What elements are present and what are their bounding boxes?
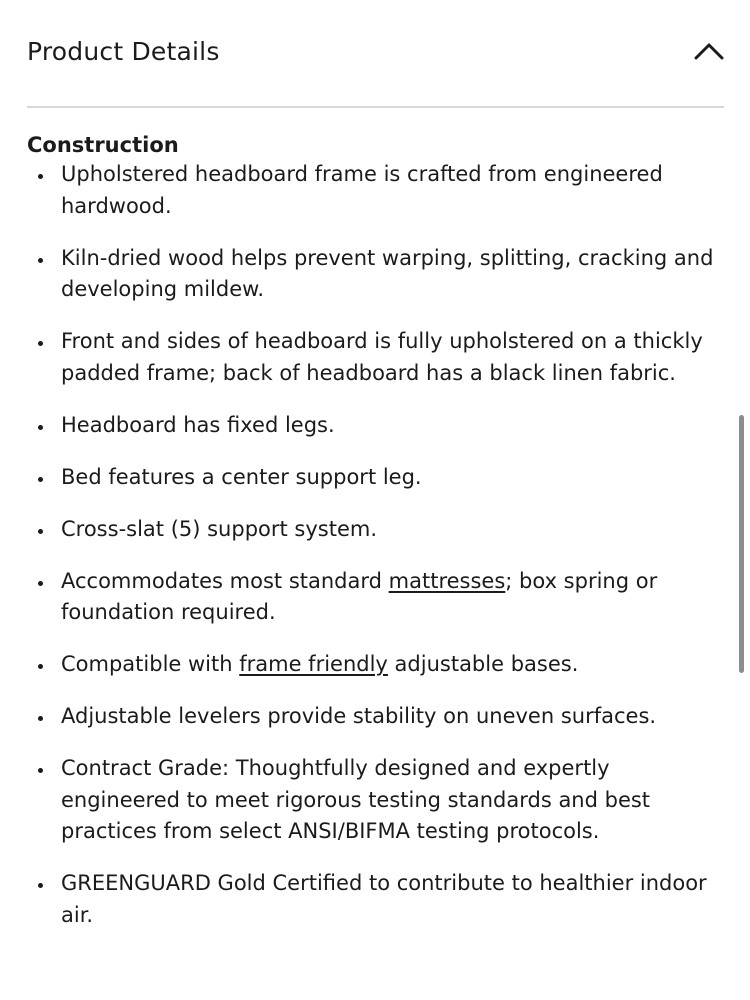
list-item [27,566,717,629]
scrollbar-thumb[interactable] [739,415,744,673]
bullet-icon [38,258,43,263]
bullet-icon [38,477,43,482]
construction-list [27,159,717,931]
bullet-icon [38,581,43,586]
product-details-toggle[interactable] [27,0,725,106]
bullet-icon [38,529,43,534]
list-item [27,243,717,306]
bullet-icon [38,768,43,773]
section-divider [27,106,724,108]
list-item-text: Headboard has fixed legs. [61,412,335,437]
construction-heading: Construction [27,133,179,157]
list-item [27,159,717,222]
bullet-icon [38,174,43,179]
frame-friendly-link[interactable]: frame friendly [239,652,388,676]
bullet-icon [38,716,43,721]
bullet-icon [38,883,43,888]
list-item [27,514,717,546]
list-item-text: Adjustable levelers provide stability on uneven surfaces. [61,704,657,728]
product-details-content [27,131,717,952]
list-item-text-before: Compatible with [61,652,240,676]
list-item [27,462,717,494]
bullet-icon [38,341,43,346]
list-item-text: Front and sides of headboard is fully upholstered on a thickly padded frame; back of headboard has a black linen fabric. [61,329,703,385]
list-item-text: Contract Grade: Thoughtfully designed and expertly engineered to meet rigorous testing standards and best practices from select ANSI/BIFMA testing protocols. [61,756,651,843]
list-item-text: Cross-slat (5) support system. [61,516,378,541]
list-item-text-after: ; box spring or foundation required. [61,568,658,624]
list-item [27,868,717,931]
list-item [27,410,717,442]
section-title: Product Details [27,36,220,66]
list-item [27,326,717,389]
list-item-text: GREENGUARD Gold Certified to contribute to healthier indoor air. [61,871,707,927]
bullet-icon [38,425,43,430]
list-item-text: Bed features a center support leg. [61,464,422,489]
list-item-text: Kiln-dried wood helps prevent warping, splitting, cracking and developing mildew. [61,245,714,301]
bullet-icon [38,664,43,669]
list-item-text: Upholstered headboard frame is crafted from engineered hardwood. [61,162,663,218]
list-item [27,701,717,733]
list-item-text-after: adjustable bases. [387,652,579,676]
list-item [27,649,717,681]
list-item [27,753,717,848]
mattresses-link[interactable]: mattresses [388,568,506,593]
chevron-up-icon[interactable] [694,41,724,61]
list-item-text-before: Accommodates most standard [61,568,389,593]
